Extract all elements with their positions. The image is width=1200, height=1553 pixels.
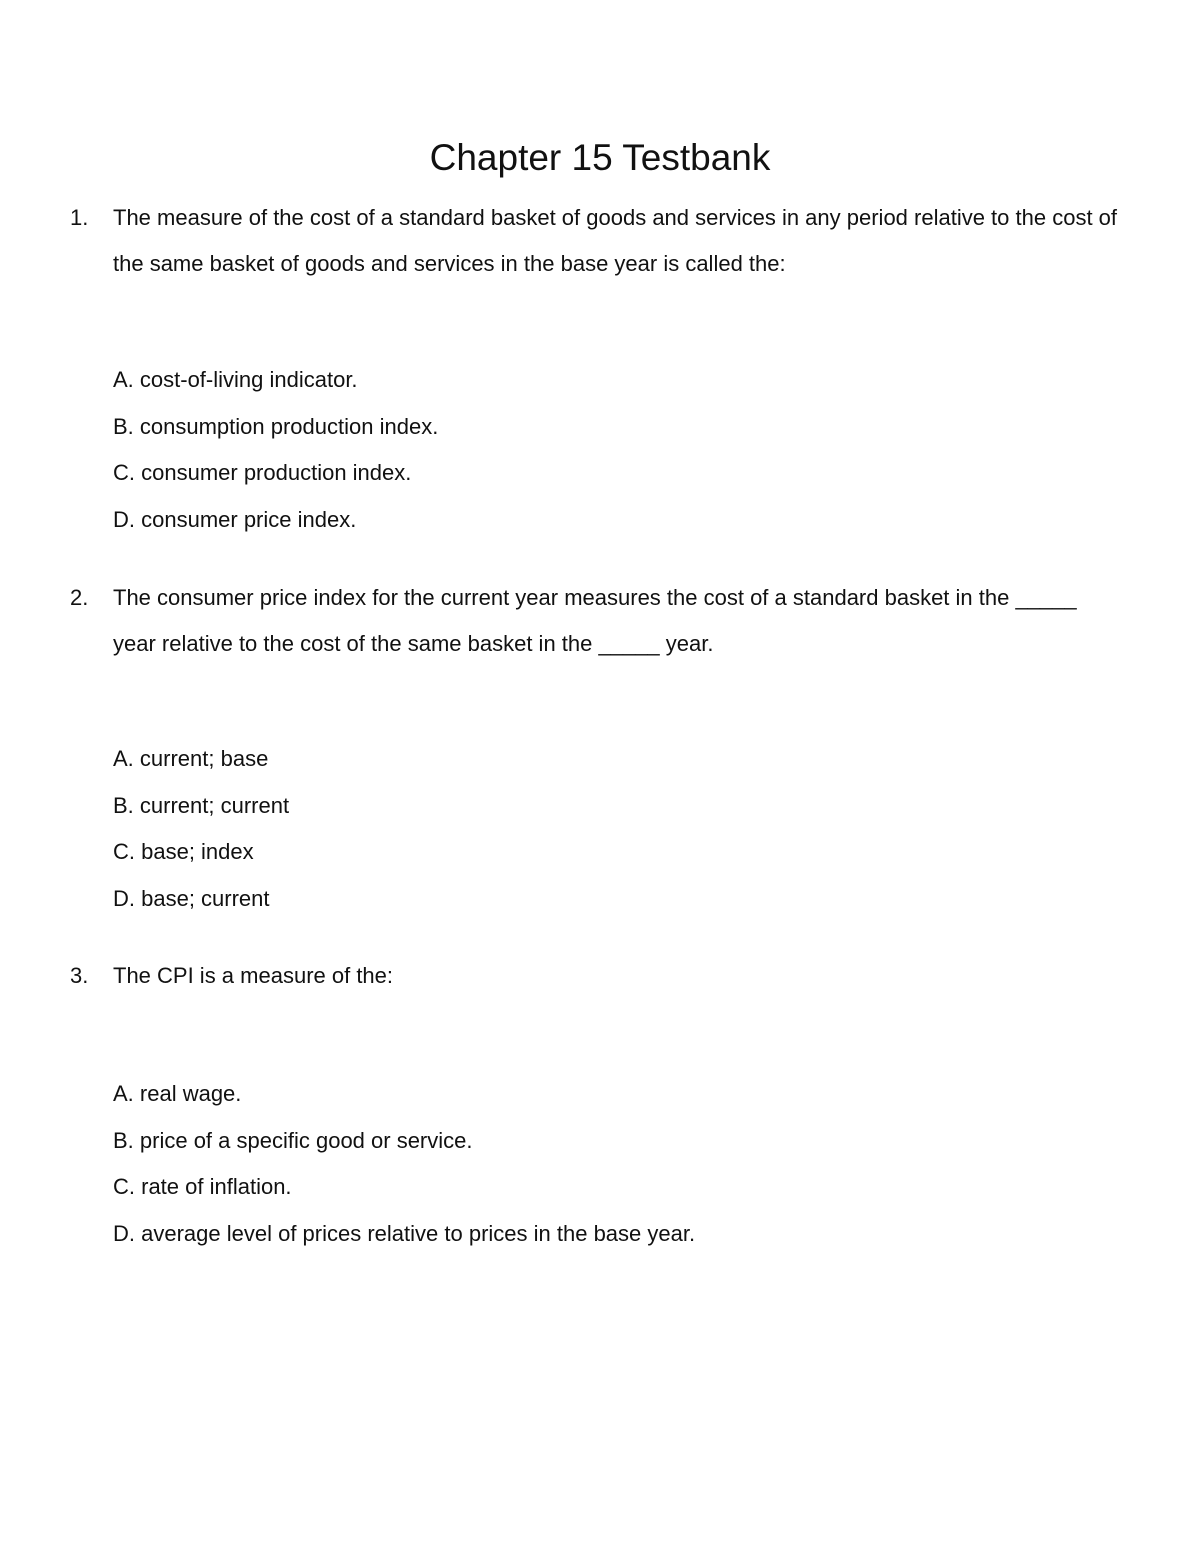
page-title: Chapter 15 Testbank [429,137,771,178]
question-number: 3. [70,963,89,988]
choice-c: C. consumer production index. [113,460,412,485]
question-text: The CPI is a measure of the: [113,963,394,988]
choice-a: A. cost-of-living indicator. [113,367,358,392]
choice-d: D. average level of prices relative to prices in the base year. [113,1220,696,1246]
answer-choices [113,736,289,922]
question-number: 2. [70,585,89,610]
choice-a: A. real wage. [113,1081,242,1106]
choice-c: C. rate of inflation. [113,1174,292,1199]
choice-b: B. current; current [113,792,290,818]
question-text: The measure of the cost of a standard basket of goods and services in any period relative to the cost of the same basket of goods and services in the base year is called the: [113,205,1118,276]
question-number: 1. [70,205,89,230]
question-text: The consumer price index for the current year measures the cost of a standard basket in the _____ year relative to the cost of the same basket in the _____ year. [113,585,1077,656]
answer-choices [113,357,438,543]
choice-b: B. consumption production index. [113,413,439,439]
answer-choices [113,1071,695,1257]
choice-c: C. base; index [113,839,254,864]
choice-a: A. current; base [113,746,269,771]
choice-b: B. price of a specific good or service. [113,1127,473,1153]
choice-d: D. consumer price index. [113,506,357,532]
choice-d: D. base; current [113,885,270,911]
